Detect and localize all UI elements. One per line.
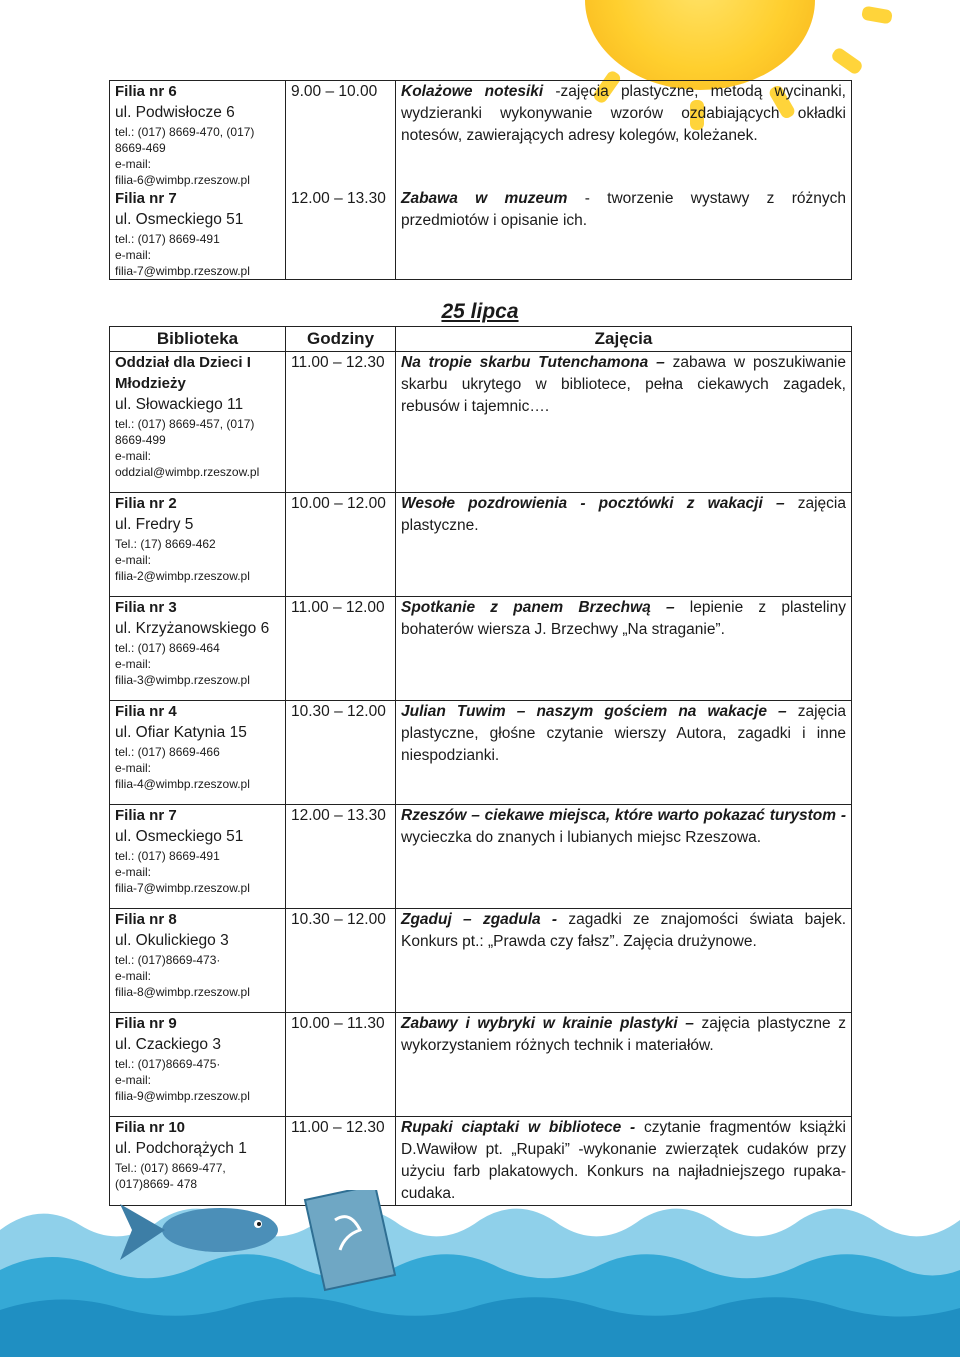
header-library: Biblioteka [110, 327, 286, 352]
activity [396, 597, 852, 701]
activity [396, 1013, 852, 1117]
activity [396, 352, 852, 493]
library-email: filia-6@wimbp.rzeszow.pl [115, 173, 250, 187]
table-row [110, 493, 852, 597]
hours: 9.00 – 10.00 [286, 81, 396, 189]
hours: 11.00 – 12.30 [286, 352, 396, 493]
library-name: Filia nr 7 [115, 807, 177, 824]
activity-title: Rupaki ciaptaki w bibliotece - [401, 1119, 636, 1136]
activity-title: Zabawa w muzeum [401, 190, 568, 207]
library-address: ul. Ofiar Katynia 15 [115, 724, 247, 741]
activity-title: Kolażowe notesiki [401, 83, 544, 100]
activity-title: Spotkanie z panem Brzechwą – [401, 599, 675, 616]
activity-desc: - tworzenie wystawy z różnych przedmiotów i opisanie ich. [401, 190, 846, 229]
email-label: e-mail: [115, 449, 152, 463]
library-phone: tel.: (017) 8669-464 [115, 641, 220, 655]
activity-desc: zabawa w poszukiwanie skarbu ukrytego w bibliotece, pełna ciekawych zagadek, rebusów i tajemnic…. [401, 354, 846, 415]
library-name: Filia nr 2 [115, 495, 177, 512]
header-activities: Zajęcia [396, 327, 852, 352]
library-address: ul. Czackiego 3 [115, 1036, 221, 1053]
activity [396, 909, 852, 1013]
activity [396, 188, 852, 280]
library-phone: tel.: (017) 8669-466 [115, 745, 220, 759]
table-row [110, 188, 852, 280]
table-row [110, 805, 852, 909]
table-row [110, 1013, 852, 1117]
schedule-table [109, 326, 852, 1206]
activity-title: Julian Tuwim – naszym gościem na wakacje – [401, 703, 787, 720]
hours: 10.30 – 12.00 [286, 701, 396, 805]
library-phone: Tel.: (17) 8669-462 [115, 537, 216, 551]
library-phone: tel.: (017) 8669-491 [115, 849, 220, 863]
activity-title: Rzeszów – ciekawe miejsca, które warto pokazać turystom - [401, 807, 846, 824]
library-address: ul. Okulickiego 3 [115, 932, 229, 949]
activity-desc: wycieczka do znanych i lubianych miejsc Rzeszowa. [401, 829, 762, 846]
library-email: filia-8@wimbp.rzeszow.pl [115, 985, 250, 999]
library-name: Oddział dla Dzieci I Młodzieży [115, 354, 251, 392]
activity-title: Zabawy i wybryki w krainie plastyki – [401, 1015, 694, 1032]
activity-title: Zgaduj – zgadula - [401, 911, 558, 928]
library-phone: tel.: (017)8669-475· [115, 1057, 221, 1071]
activity-desc: zajęcia plastyczne z wykorzystaniem różnych technik i materiałów. [401, 1015, 846, 1054]
waves-illustration [0, 1190, 960, 1357]
library-email: filia-4@wimbp.rzeszow.pl [115, 777, 250, 791]
library-address: ul. Podwisłocze 6 [115, 104, 235, 121]
library-address: ul. Podchorążych 1 [115, 1140, 247, 1157]
header-hours: Godziny [286, 327, 396, 352]
library-email: filia-2@wimbp.rzeszow.pl [115, 569, 250, 583]
email-label: e-mail: [115, 657, 152, 671]
hours: 11.00 – 12.30 [286, 1117, 396, 1206]
library-address: ul. Słowackiego 11 [115, 396, 244, 413]
library-name: Filia nr 3 [115, 599, 177, 616]
hours: 10.00 – 11.30 [286, 1013, 396, 1117]
library-email: filia-3@wimbp.rzeszow.pl [115, 673, 250, 687]
hours: 12.00 – 13.30 [286, 188, 396, 280]
table-header-row [110, 327, 852, 352]
activity-desc: czytanie fragmentów książki D.Wawiłow pt. „Rupaki” -wykonanie zwierzątek cudaków przy użyciu farb plakatowych. Konkurs na najładniejszego rupaka-cudaka. [401, 1119, 846, 1202]
library-phone: tel.: (017) 8669-491 [115, 232, 220, 246]
library-name: Filia nr 7 [115, 190, 177, 207]
library-email: oddzial@wimbp.rzeszow.pl [115, 465, 260, 479]
library-address: ul. Krzyżanowskiego 6 [115, 620, 270, 637]
table-row [110, 81, 852, 189]
email-label: e-mail: [115, 157, 152, 171]
library-address: ul. Osmeckiego 51 [115, 211, 244, 228]
library-email: filia-7@wimbp.rzeszow.pl [115, 881, 250, 895]
hours: 10.30 – 12.00 [286, 909, 396, 1013]
day-title: 25 lipca [441, 300, 519, 323]
email-label: e-mail: [115, 248, 152, 262]
schedule-table-continued [109, 80, 852, 280]
activity [396, 81, 852, 189]
hours: 10.00 – 12.00 [286, 493, 396, 597]
table-row [110, 909, 852, 1013]
email-label: e-mail: [115, 969, 152, 983]
library-name: Filia nr 4 [115, 703, 177, 720]
table-row [110, 597, 852, 701]
activity-desc: -zajęcia plastyczne, metodą wycinanki, wydzieranki wykonywanie wzorów ozdabiających okładki notesów, zawierających adresy kolegów, koleżanek. [401, 83, 846, 144]
library-phone: tel.: (017)8669-473· [115, 953, 221, 967]
library-name: Filia nr 10 [115, 1119, 186, 1136]
library-phone: Tel.: (017) 8669-477, (017)8669- 478 [115, 1161, 226, 1191]
table-row [110, 701, 852, 805]
activity [396, 493, 852, 597]
library-address: ul. Fredry 5 [115, 516, 194, 533]
email-label: e-mail: [115, 553, 152, 567]
activity-desc: zajęcia plastyczne. [401, 495, 846, 534]
library-address: ul. Osmeckiego 51 [115, 828, 244, 845]
email-label: e-mail: [115, 1073, 152, 1087]
library-name: Filia nr 6 [115, 83, 177, 100]
library-name: Filia nr 9 [115, 1015, 177, 1032]
library-phone: tel.: (017) 8669-457, (017) 8669-499 [115, 417, 255, 447]
activity-title: Wesołe pozdrowienia - pocztówki z wakacji – [401, 495, 785, 512]
activity-title: Na tropie skarbu Tutenchamona – [401, 354, 665, 371]
activity [396, 805, 852, 909]
library-email: filia-7@wimbp.rzeszow.pl [115, 264, 250, 278]
email-label: e-mail: [115, 865, 152, 879]
activity-desc: lepienie z plasteliny bohaterów wiersza J. Brzechwy „Na straganie”. [401, 599, 846, 638]
hours: 12.00 – 13.30 [286, 805, 396, 909]
activity-desc: zajęcia plastyczne, głośne czytanie wierszy Autora, zagadki i inne niespodzianki. [401, 703, 846, 764]
library-name: Filia nr 8 [115, 911, 177, 928]
table-row [110, 352, 852, 493]
email-label: e-mail: [115, 761, 152, 775]
library-email: filia-9@wimbp.rzeszow.pl [115, 1089, 250, 1103]
library-phone: tel.: (017) 8669-470, (017) 8669-469 [115, 125, 255, 155]
activity [396, 701, 852, 805]
activity-desc: zagadki ze znajomości świata bajek. Konkurs pt.: „Prawda czy fałsz”. Zajęcia drużynowe. [401, 911, 847, 950]
hours: 11.00 – 12.00 [286, 597, 396, 701]
